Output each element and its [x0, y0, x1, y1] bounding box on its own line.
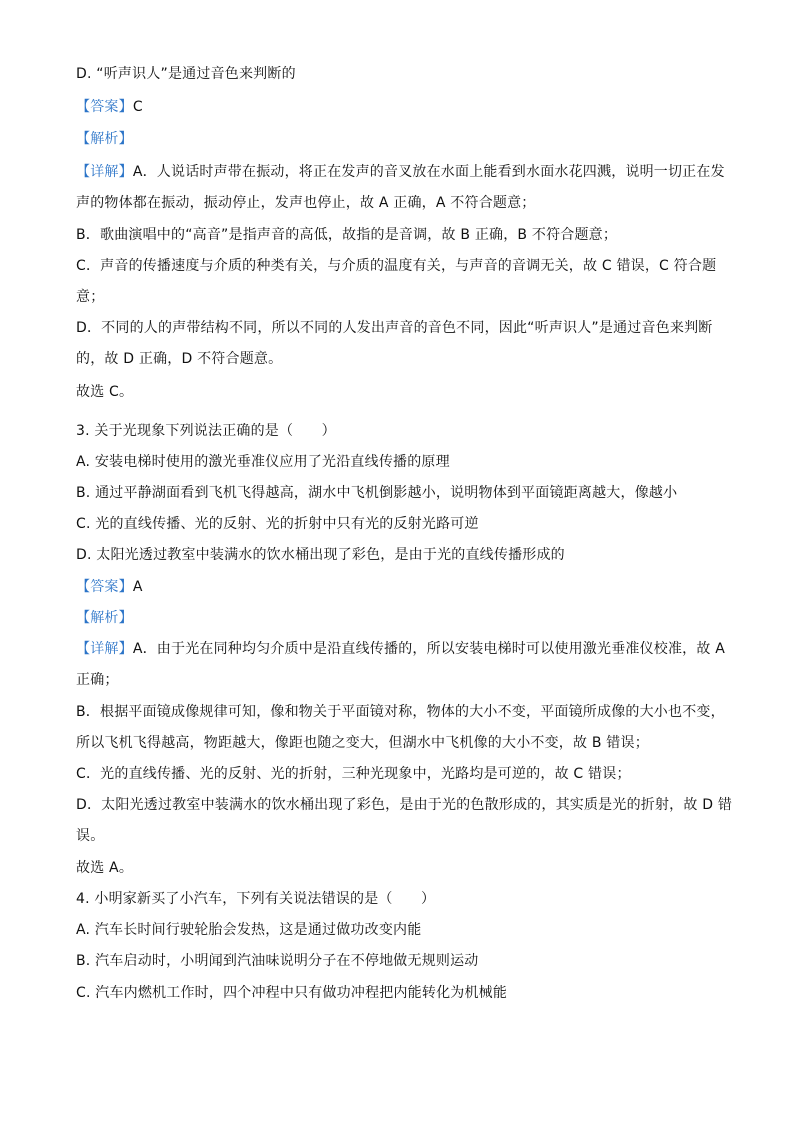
- detail-tag: 【详解】: [76, 164, 133, 180]
- q2-answer: [76, 97, 143, 117]
- q3-detail-line-3: 所以飞机飞得越高，物距越大，像距也随之变大，但湖水中飞机像的大小不变，故 B 错误；: [76, 735, 649, 751]
- q3-detail-line-2: B．根据平面镜成像规律可知，像和物关于平面镜对称，物体的大小不变，平面镜所成像的大小也不变，: [76, 704, 725, 720]
- q4-question: 4. 小明家新买了小汽车，下列有关说法错误的是（ ）: [76, 891, 436, 907]
- answer-tag: 【答案】: [76, 99, 133, 115]
- q3-detail-line-5: D．太阳光透过教室中装满水的饮水桶出现了彩色，是由于光的色散形成的，其实质是光的折射，故 D 错: [76, 797, 733, 813]
- q3-detail-line-1: 正确；: [76, 672, 119, 688]
- q2-conclusion: 故选 C。: [76, 384, 134, 400]
- q3-question: 3. 关于光现象下列说法正确的是（ ）: [76, 423, 336, 439]
- answer-tag: 【答案】: [76, 579, 133, 595]
- q2-detail-line-0: [76, 162, 725, 182]
- q3-detail-line-6: 误。: [76, 828, 105, 844]
- q3-detail-line-0: [76, 639, 725, 659]
- q2-detail-line-1: 声的物体都在振动，振动停止，发声也停止，故 A 正确，A 不符合题意；: [76, 195, 536, 211]
- q3-option-a: A. 安装电梯时使用的激光垂准仪应用了光沿直线传播的原理: [76, 454, 450, 470]
- q2-detail-line-4: 意；: [76, 289, 105, 305]
- q3-option-c: C. 光的直线传播、光的反射、光的折射中只有光的反射光路可逆: [76, 516, 479, 532]
- q2-analysis-tag: 【解析】: [76, 131, 133, 147]
- detail-text: A．人说话时声带在振动，将正在发声的音叉放在水面上能看到水面水花四溅，说明一切正在发: [132, 164, 725, 180]
- q3-analysis-tag: 【解析】: [76, 610, 133, 626]
- q4-option-a: A. 汽车长时间行驶轮胎会发热，这是通过做功改变内能: [76, 922, 422, 938]
- q2-detail-line-5: D．不同的人的声带结构不同，所以不同的人发出声音的音色不同，因此“听声识人”是通过音色来判断: [76, 320, 713, 336]
- answer-value: A: [132, 579, 143, 595]
- q3-option-b: B. 通过平静湖面看到飞机飞得越高，湖水中飞机倒影越小，说明物体到平面镜距离越大，像越小: [76, 485, 678, 501]
- answer-value: C: [132, 99, 143, 115]
- q3-answer: [76, 577, 143, 597]
- q3-detail-line-4: C．光的直线传播、光的反射、光的折射，三种光现象中，光路均是可逆的，故 C 错误；: [76, 766, 631, 782]
- q4-option-b: B. 汽车启动时，小明闻到汽油味说明分子在不停地做无规则运动: [76, 953, 479, 969]
- q2-option-d: D. “听声识人”是通过音色来判断的: [76, 66, 296, 82]
- q4-option-c: C. 汽车内燃机工作时，四个冲程中只有做功冲程把内能转化为机械能: [76, 985, 508, 1001]
- detail-text: A．由于光在同种均匀介质中是沿直线传播的，所以安装电梯时可以使用激光垂准仪校准，故 A: [132, 641, 726, 657]
- q3-conclusion: 故选 A。: [76, 860, 134, 876]
- detail-tag: 【详解】: [76, 641, 133, 657]
- q2-detail-line-3: C．声音的传播速度与介质的种类有关，与介质的温度有关，与声音的音调无关，故 C 错误，C 符合题: [76, 258, 717, 274]
- q2-detail-line-6: 的，故 D 正确，D 不符合题意。: [76, 351, 283, 367]
- q3-option-d: D. 太阳光透过教室中装满水的饮水桶出现了彩色，是由于光的直线传播形成的: [76, 547, 565, 563]
- q2-detail-line-2: B．歌曲演唱中的“高音”是指声音的高低，故指的是音调，故 B 正确，B 不符合题意；: [76, 227, 618, 243]
